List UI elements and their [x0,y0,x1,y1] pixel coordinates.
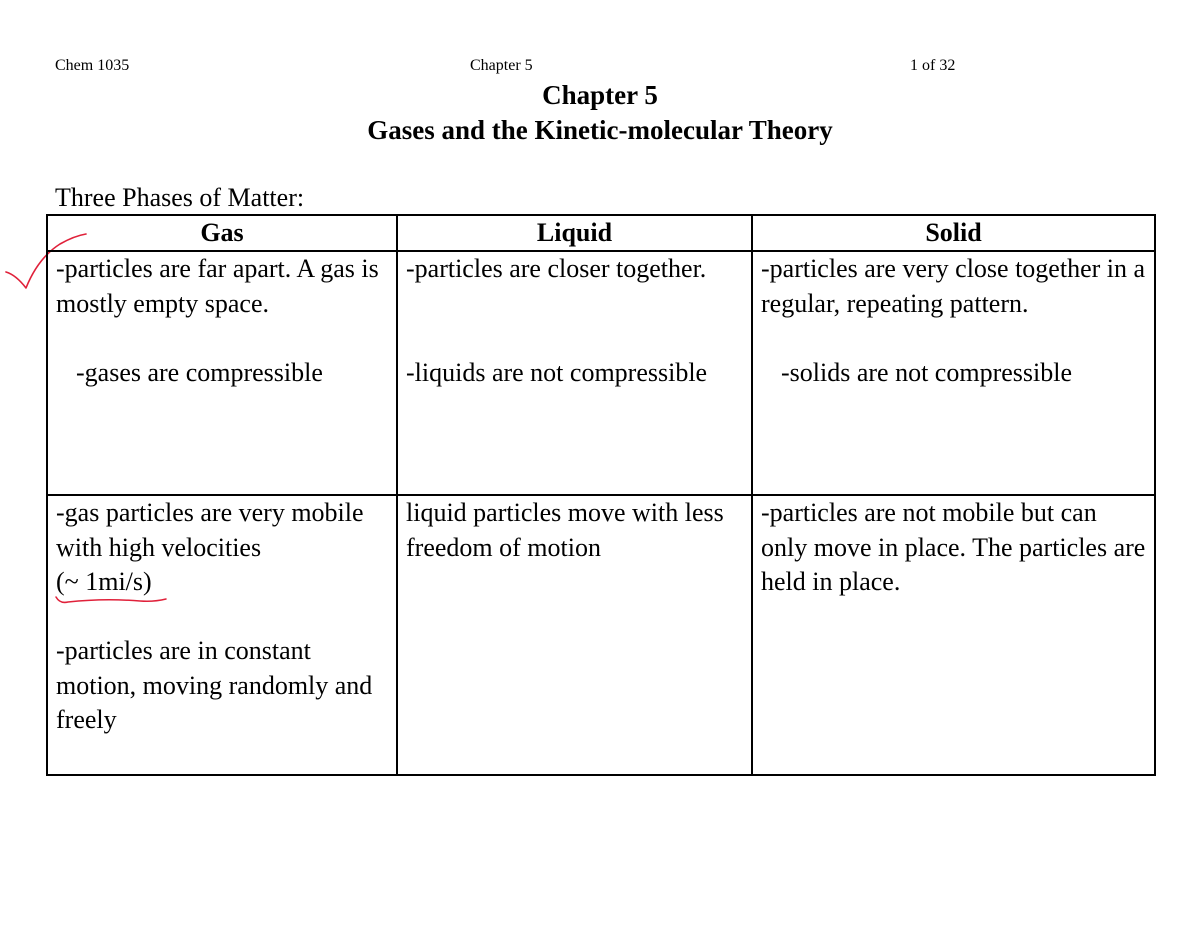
gas-velocity-text: (~ 1mi/s) [56,567,152,596]
header-liquid: Liquid [397,215,752,251]
table-row [47,251,1155,495]
underline-stroke [56,597,166,602]
solid-cell-structure [752,251,1155,495]
liquid-spacing-text: -particles are closer together. [406,254,707,283]
gas-cell-structure [47,251,397,495]
header-gas: Gas [47,215,397,251]
table-header-row [47,215,1155,251]
table-row [47,495,1155,775]
page-header [0,56,1200,76]
page-number: 1 of 32 [910,57,956,74]
solid-spacing-text: -particles are very close together in a regular, repeating pattern. [761,254,1146,318]
handwritten-underline-icon [54,594,170,608]
chapter-title: Chapter 5 [542,80,658,110]
chapter-subtitle: Gases and the Kinetic-molecular Theory [367,115,833,145]
gas-cell-motion [47,495,397,775]
page-title [0,78,1200,148]
chapter-label: Chapter 5 [470,57,533,74]
section-label: Three Phases of Matter: [55,183,305,212]
gas-motion-text: -particles are in constant motion, moving randomly and freely [56,636,373,734]
phases-table [46,214,1156,776]
liquid-cell-motion [397,495,752,775]
solid-cell-motion [752,495,1155,775]
gas-velocity-value [56,565,152,600]
header-solid: Solid [752,215,1155,251]
course-code: Chem 1035 [55,57,130,74]
liquid-compressibility-text: -liquids are not compressible [406,357,708,387]
liquid-cell-structure [397,251,752,495]
solid-compressibility-text: -solids are not compressible [781,357,1072,387]
gas-compressibility-text: -gases are compressible [76,357,323,387]
gas-mobility-text: -gas particles are very mobile with high velocities [56,498,364,562]
solid-motion-text: -particles are not mobile but can only move in place. The particles are held in place. [761,498,1146,596]
gas-spacing-text: -particles are far apart. A gas is mostly empty space. [56,254,379,318]
liquid-motion-text: liquid particles move with less freedom of motion [406,498,724,562]
